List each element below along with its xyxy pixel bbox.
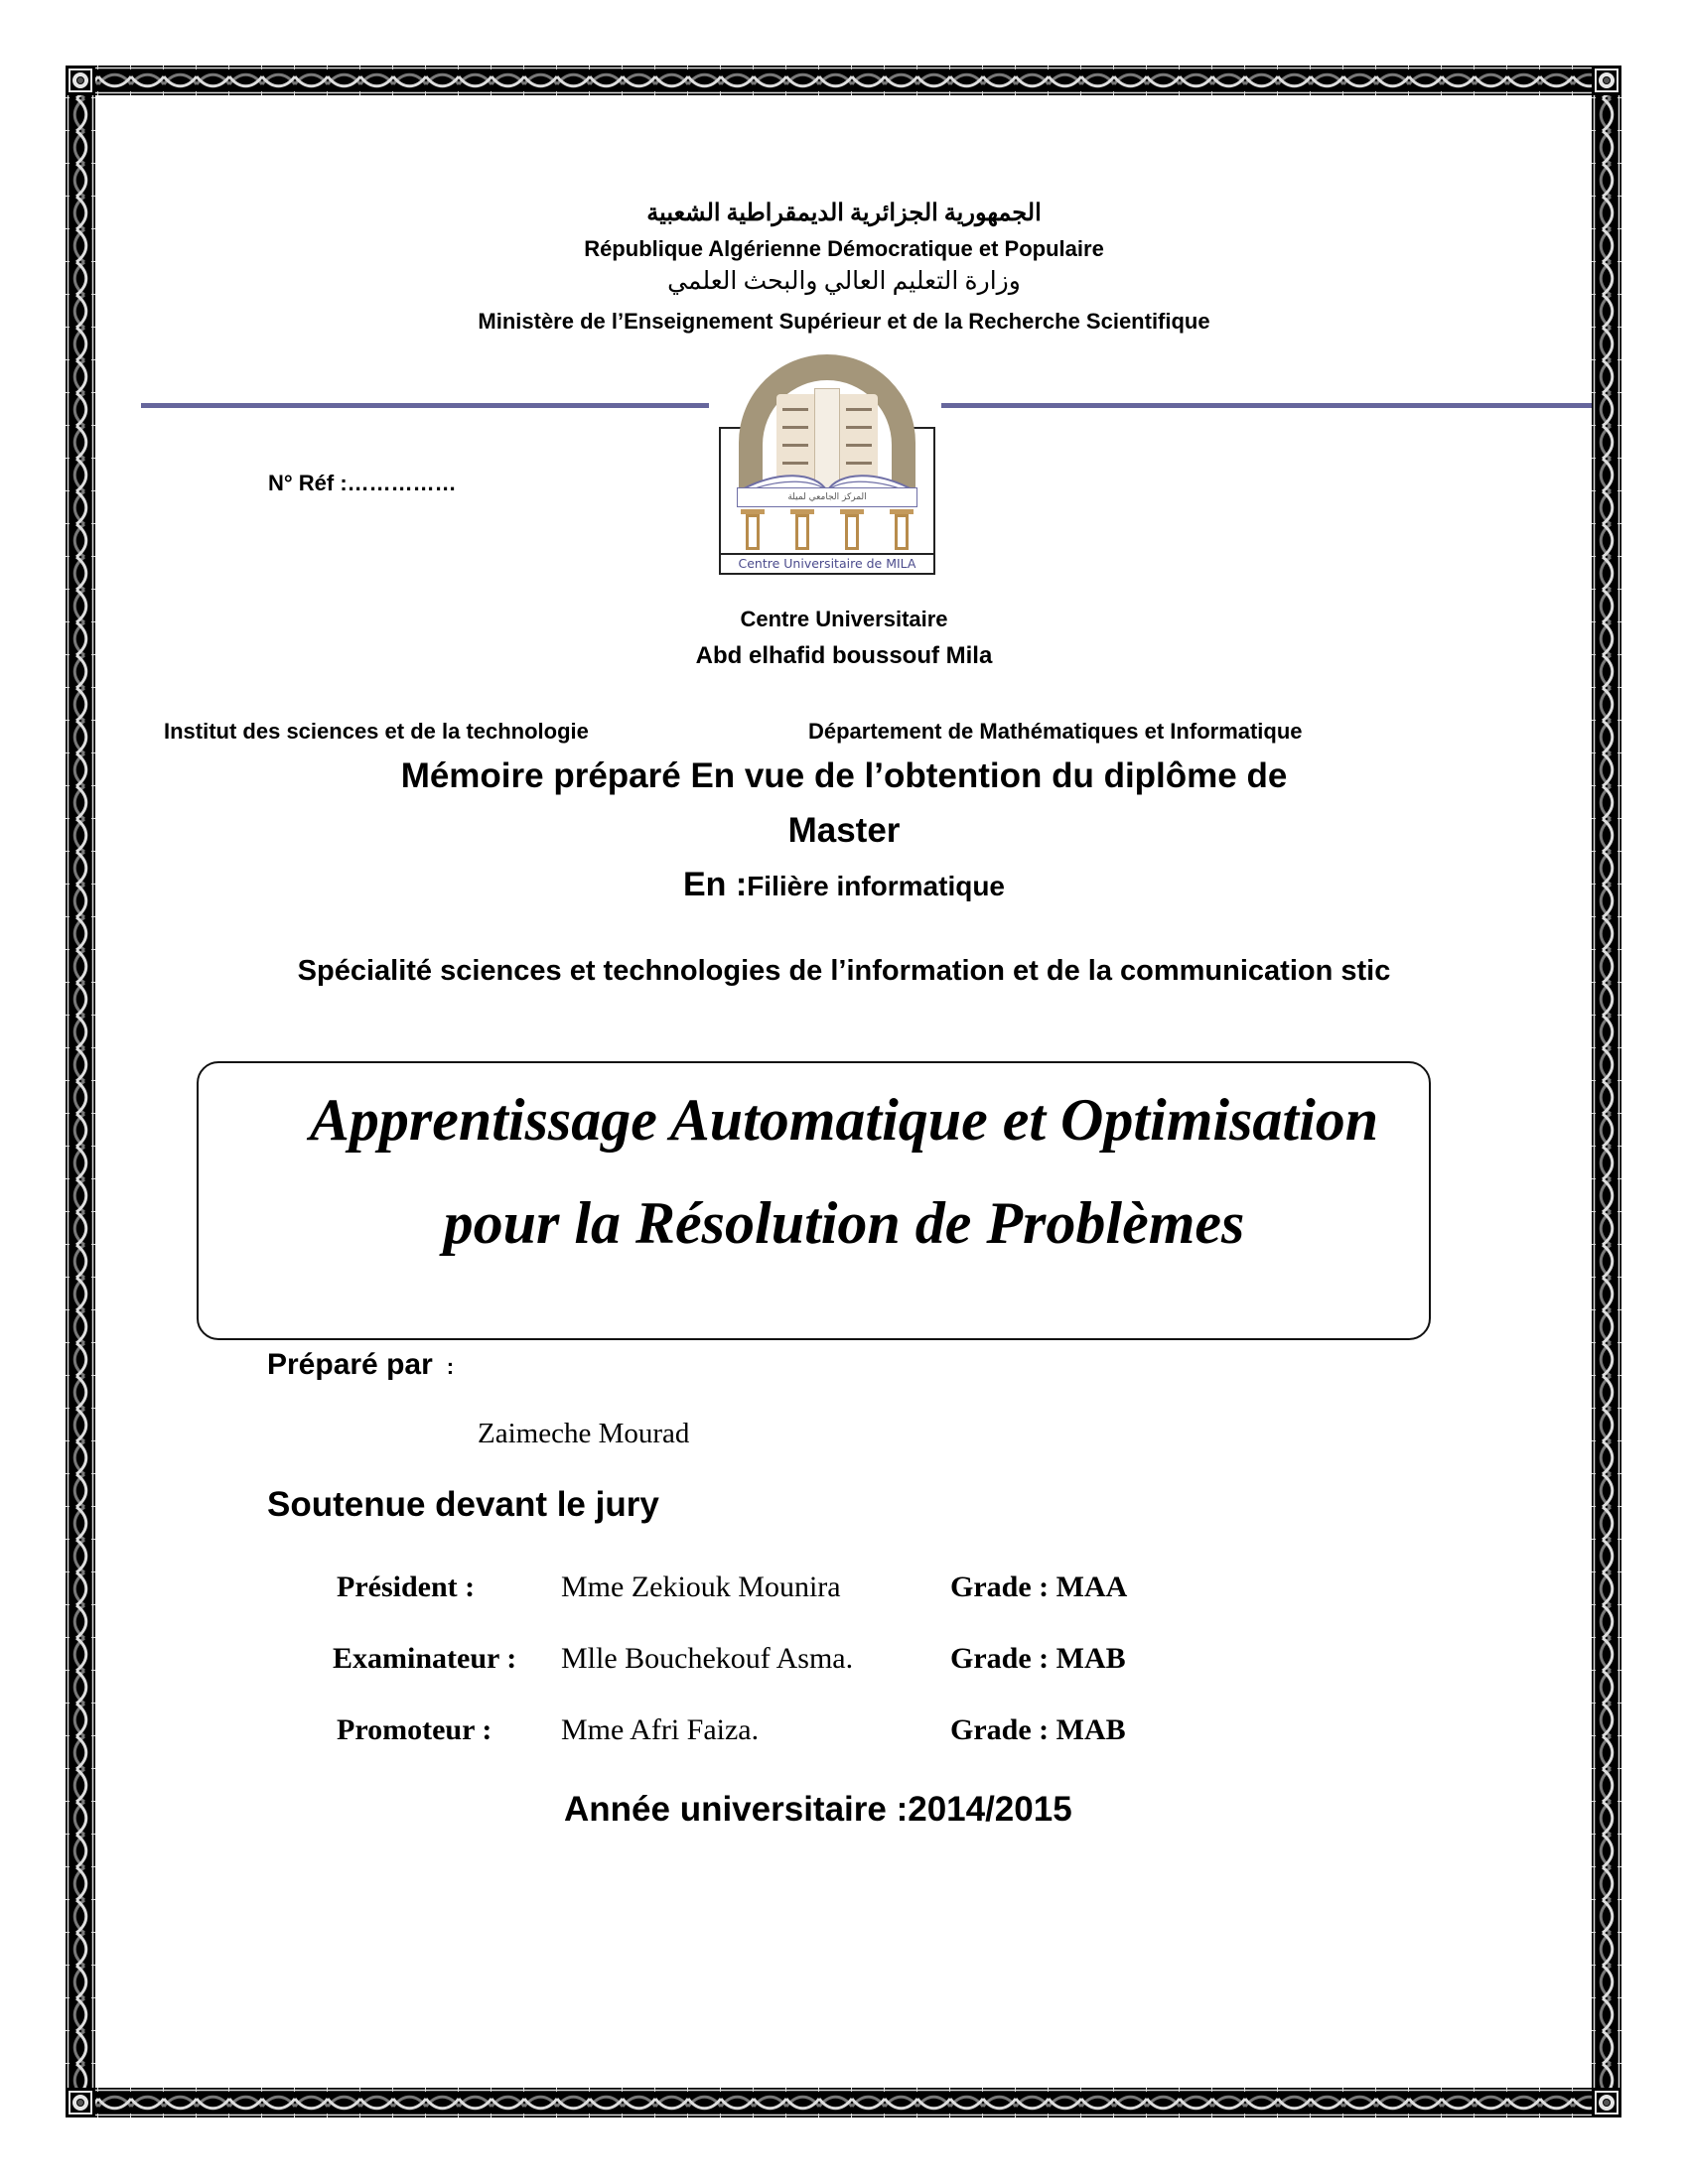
author-name: Zaimeche Mourad <box>478 1418 690 1449</box>
logo-caption: Centre Universitaire de MILA <box>719 553 935 575</box>
thesis-title-line1: Apprentissage Automatique et Optimisation <box>309 1087 1379 1153</box>
jury-grade: Grade : MAB <box>950 1642 1126 1675</box>
prepared-by: Préparé par : <box>267 1348 455 1381</box>
institution-name-line1: Centre Universitaire <box>740 607 948 631</box>
republic-title: République Algérienne Démocratique et Populaire <box>584 236 1104 261</box>
jury-grade: Grade : MAB <box>950 1713 1126 1746</box>
field-line <box>0 866 1688 904</box>
university-logo <box>719 354 935 575</box>
arabic-republic-title: الجمهورية الجزائرية الديمقراطية الشعبية <box>646 201 1042 226</box>
corner-ornament-icon <box>1592 66 1621 95</box>
corner-ornament-icon <box>66 66 95 95</box>
jury-member-name: Mlle Bouchekouf Asma. <box>561 1642 854 1675</box>
logo-column <box>746 514 760 550</box>
jury-member-name: Mme Zekiouk Mounira <box>561 1570 841 1603</box>
department-name: Département de Mathématiques et Informatique <box>808 719 1303 744</box>
jury-grade: Grade : MAA <box>950 1570 1128 1603</box>
prepared-by-label: Préparé par <box>267 1348 433 1381</box>
thesis-title-line2: pour la Résolution de Problèmes <box>443 1190 1245 1256</box>
logo-column <box>795 514 809 550</box>
jury-role: Examinateur : <box>333 1642 517 1675</box>
jury-role: Promoteur : <box>337 1713 492 1746</box>
corner-ornament-icon <box>66 2088 95 2117</box>
jury-heading: Soutenue devant le jury <box>267 1485 659 1524</box>
ministry-title: Ministère de l’Enseignement Supérieur et de la Recherche Scientifique <box>478 309 1210 334</box>
arabic-ministry-title: وزارة التعليم العالي والبحث العلمي <box>667 268 1021 295</box>
institute-name: Institut des sciences et de la technologie <box>164 719 589 744</box>
logo-column <box>895 514 909 550</box>
degree-statement: Mémoire préparé En vue de l’obtention du diplôme de <box>400 756 1288 795</box>
logo-column <box>845 514 859 550</box>
border-bottom <box>66 2088 1621 2117</box>
academic-year: Année universitaire :2014/2015 <box>564 1790 1072 1829</box>
border-top <box>66 66 1621 95</box>
logo-arabic-band: المركز الجامعي لميلة <box>737 487 917 507</box>
reference-number: N° Réf :…………… <box>268 471 457 495</box>
field-name: Filière informatique <box>747 871 1006 901</box>
jury-member-name: Mme Afri Faiza. <box>561 1713 760 1746</box>
header-rule-left <box>141 403 709 408</box>
degree-level: Master <box>787 811 901 850</box>
header-rule-right <box>941 403 1592 408</box>
jury-role: Président : <box>337 1570 476 1603</box>
speciality: Spécialité sciences et technologies de l’information et de la communication stic <box>297 955 1391 987</box>
institution-name-line2: Abd elhafid boussouf Mila <box>695 642 993 669</box>
corner-ornament-icon <box>1592 2088 1621 2117</box>
field-label: En : <box>682 866 748 903</box>
